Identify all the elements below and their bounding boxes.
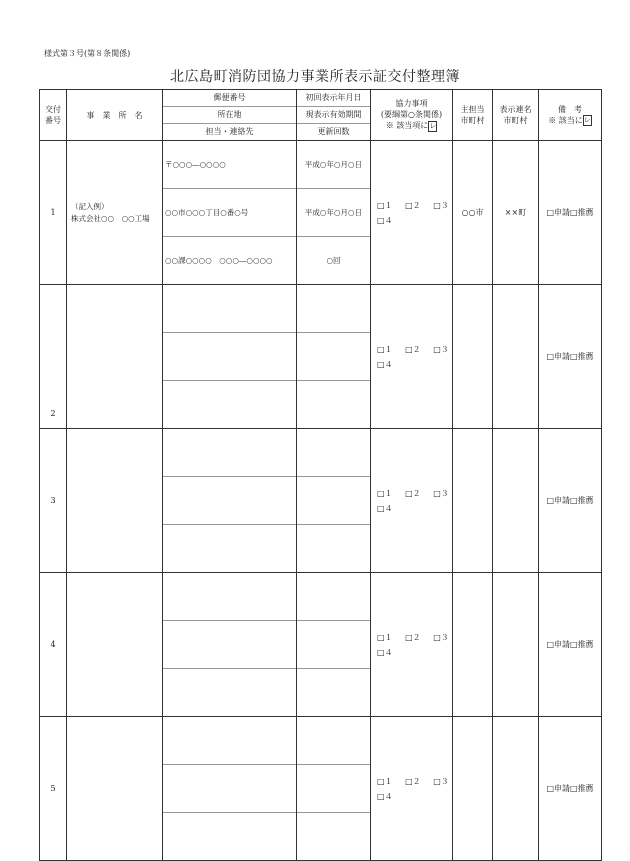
checkbox-item-3[interactable]: □３ [433,776,449,786]
checkbox-item-4[interactable]: □４ [377,647,393,657]
address-cell [163,573,297,717]
check-mark-icon: レ [583,116,591,125]
first-date-field[interactable] [297,285,370,333]
form-number-label: 様式第３号(第８条関係) [44,49,131,58]
checkbox-item-4[interactable]: □４ [377,359,393,369]
table-row [40,141,602,285]
row-number: 3 [40,429,67,573]
renewal-count-field[interactable] [297,381,370,429]
dates-cell [297,573,371,717]
business-name-cell[interactable] [67,429,163,573]
address-field[interactable] [163,333,296,381]
joint-city-cell[interactable] [493,429,539,573]
remarks-cell[interactable]: □申請□推薦 [539,573,602,717]
header-dates: 初回表示年月日 現表示有効期間 更新回数 [297,90,371,141]
row-number: 2 [40,285,67,429]
contact-field[interactable] [163,813,296,861]
valid-period-field[interactable]: 平成○年○月○日 [297,189,370,237]
business-name-cell[interactable] [67,285,163,429]
row-number: 1 [40,141,67,285]
header-main-city: 主担当 市町村 [453,90,493,141]
dates-cell [297,141,371,285]
checkbox-item-2[interactable]: □２ [405,488,421,498]
business-name-cell: （記入例） 株式会社○○ ○○工場 [67,141,163,285]
row-number: 5 [40,717,67,861]
dates-cell [297,717,371,861]
valid-period-field[interactable] [297,621,370,669]
checkbox-item-2[interactable]: □２ [405,200,421,210]
postal-field[interactable]: 〒○○○―○○○○ [163,141,296,189]
cooperation-cell [371,141,453,285]
checkbox-item-1[interactable]: □１ [377,200,393,210]
renewal-count-field[interactable] [297,525,370,573]
dates-cell [297,429,371,573]
renewal-count-field[interactable] [297,813,370,861]
contact-field[interactable] [163,525,296,573]
remarks-cell[interactable]: □申請□推薦 [539,285,602,429]
first-date-field[interactable]: 平成○年○月○日 [297,141,370,189]
address-cell [163,285,297,429]
header-cooperation: 協力事項 (要綱第○条関係) ※ 該当項にレ [371,90,453,141]
joint-city-cell[interactable] [493,573,539,717]
checkbox-item-1[interactable]: □１ [377,488,393,498]
address-field[interactable] [163,477,296,525]
page-title: 北広島町消防団協力事業所表示証交付整理簿 [170,69,460,85]
address-cell [163,717,297,861]
renewal-count-field[interactable] [297,669,370,717]
checkbox-item-3[interactable]: □３ [433,488,449,498]
row-number: 4 [40,573,67,717]
valid-period-field[interactable] [297,765,370,813]
postal-field[interactable] [163,573,296,621]
table-row [40,285,602,429]
checkbox-item-1[interactable]: □１ [377,776,393,786]
postal-field[interactable] [163,717,296,765]
postal-field[interactable] [163,285,296,333]
address-cell [163,141,297,285]
main-city-cell: ○○市 [453,141,493,285]
checkbox-item-3[interactable]: □３ [433,200,449,210]
postal-field[interactable] [163,429,296,477]
checkbox-item-3[interactable]: □３ [433,632,449,642]
address-cell [163,429,297,573]
remarks-cell[interactable]: □申請□推薦 [539,717,602,861]
checkbox-item-4[interactable]: □４ [377,215,393,225]
contact-field[interactable] [163,381,296,429]
remarks-cell[interactable]: □申請□推薦 [539,141,602,285]
cooperation-cell [371,573,453,717]
header-remarks: 備 考 ※ 該当にレ [539,90,602,141]
checkbox-item-1[interactable]: □１ [377,632,393,642]
table-row [40,717,602,861]
joint-city-cell: ××町 [493,141,539,285]
table-row [40,429,602,573]
header-joint-city: 表示連名 市町村 [493,90,539,141]
checkbox-item-2[interactable]: □２ [405,344,421,354]
main-city-cell[interactable] [453,717,493,861]
valid-period-field[interactable] [297,333,370,381]
header-business-name: 事 業 所 名 [67,90,163,141]
business-name-cell[interactable] [67,573,163,717]
header-issue-number: 交付 番号 [40,90,67,141]
address-field[interactable]: ○○市○○○丁目○番○号 [163,189,296,237]
header-address: 郵便番号 所在地 担当・連絡先 [163,90,297,141]
renewal-count-field[interactable]: ○回 [326,256,341,265]
main-city-cell[interactable] [453,285,493,429]
checkbox-item-1[interactable]: □１ [377,344,393,354]
checkbox-item-3[interactable]: □３ [433,344,449,354]
business-name-cell[interactable] [67,717,163,861]
table-row [40,573,602,717]
checkbox-item-4[interactable]: □４ [377,791,393,801]
address-field[interactable] [163,621,296,669]
registry-table [39,89,602,861]
contact-field[interactable]: ○○課○○○○ ○○○―○○○○ [165,256,273,265]
joint-city-cell[interactable] [493,717,539,861]
main-city-cell[interactable] [453,429,493,573]
dates-cell [297,285,371,429]
checkbox-item-2[interactable]: □２ [405,632,421,642]
remarks-cell[interactable]: □申請□推薦 [539,429,602,573]
checkbox-item-2[interactable]: □２ [405,776,421,786]
checkbox-item-4[interactable]: □４ [377,503,393,513]
main-city-cell[interactable] [453,573,493,717]
cooperation-cell [371,429,453,573]
first-date-field[interactable] [297,429,370,477]
valid-period-field[interactable] [297,477,370,525]
header-row [40,90,602,141]
first-date-field[interactable] [297,573,370,621]
address-field[interactable] [163,765,296,813]
first-date-field[interactable] [297,717,370,765]
contact-field[interactable] [163,669,296,717]
joint-city-cell[interactable] [493,285,539,429]
cooperation-cell [371,285,453,429]
check-mark-icon: レ [429,121,437,130]
cooperation-cell [371,717,453,861]
